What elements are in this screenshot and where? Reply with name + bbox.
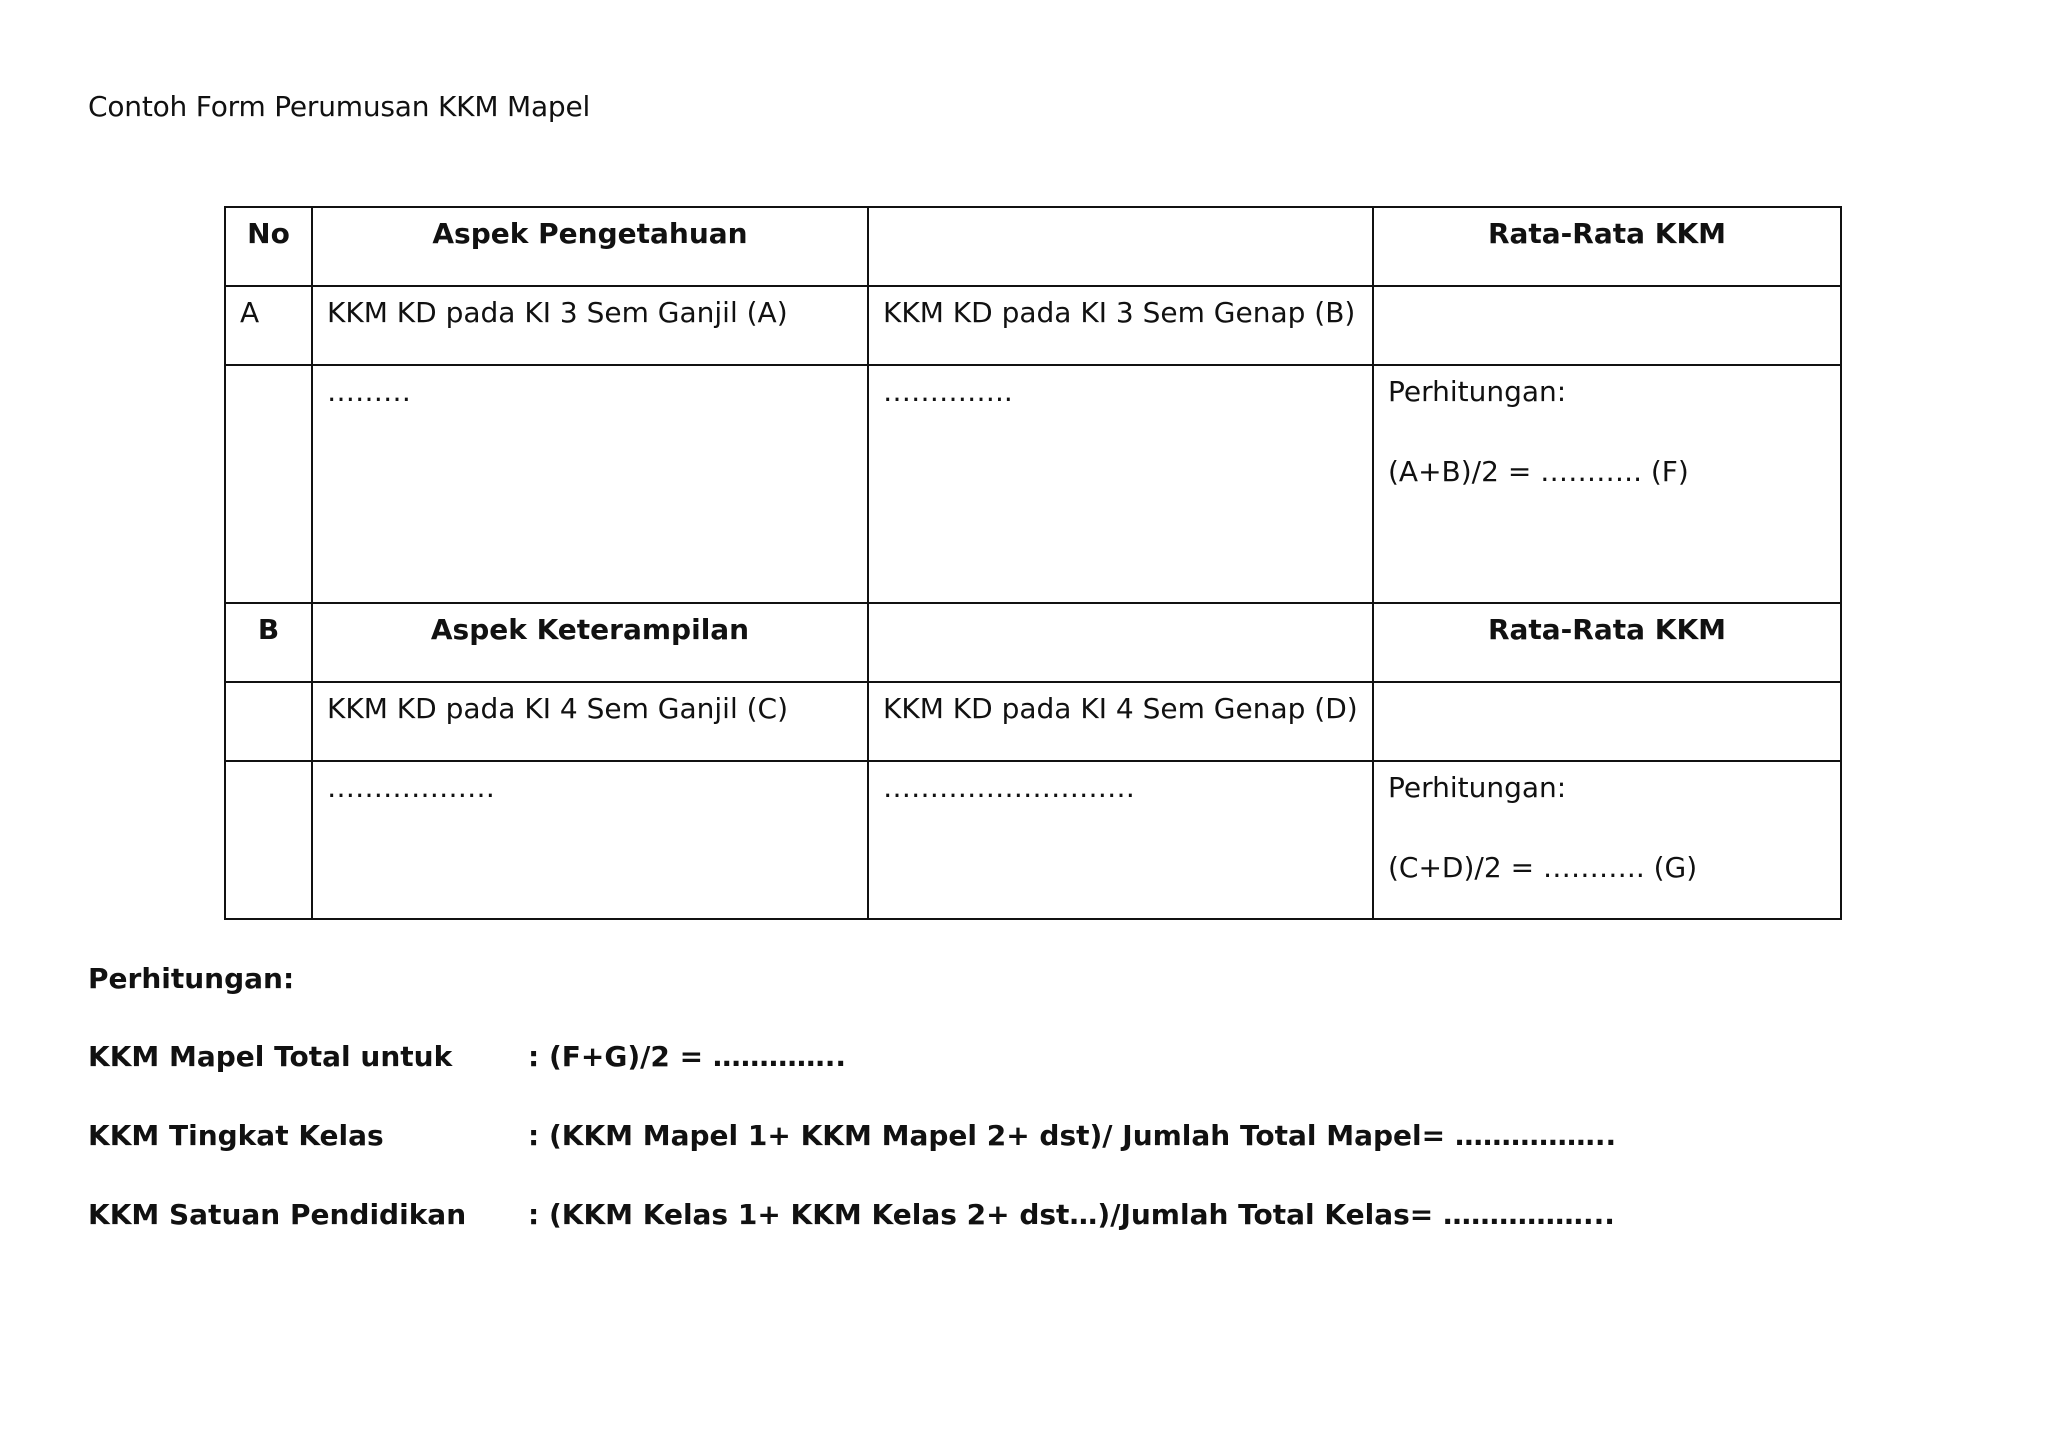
- row-a-calc-label: Perhitungan:: [1388, 375, 1567, 408]
- row-b-ganjil-label: KKM KD pada KI 4 Sem Ganjil (C): [327, 692, 789, 725]
- row-b-calculation: [1374, 762, 1840, 888]
- row-b-calc-formula: (C+D)/2 = ……….. (G): [1388, 851, 1698, 884]
- kkm-satuan-pendidikan-value: : (KKM Kelas 1+ KKM Kelas 2+ dst…)/Jumlah Total Kelas= ……………...: [528, 1198, 1615, 1231]
- kkm-satuan-pendidikan-line: [88, 1198, 1615, 1231]
- table-header-row-keterampilan: [225, 603, 1841, 682]
- calculation-title: Perhitungan:: [88, 962, 295, 995]
- row-a-no: A: [240, 296, 260, 329]
- row-a-calculation: [1374, 366, 1840, 492]
- row-a-genap-value: …………..: [883, 375, 1013, 408]
- row-a-ganjil-label: KKM KD pada KI 3 Sem Ganjil (A): [327, 296, 788, 329]
- header-no: No: [247, 217, 290, 250]
- header-aspek-pengetahuan: Aspek Pengetahuan: [432, 217, 748, 250]
- header-b-blank: [869, 604, 1372, 610]
- table-row-a-values: [225, 365, 1841, 603]
- header-b-rata-rata-kkm: Rata-Rata KKM: [1487, 613, 1727, 646]
- kkm-satuan-pendidikan-label: KKM Satuan Pendidikan: [88, 1198, 467, 1231]
- row-b-genap-label: KKM KD pada KI 4 Sem Genap (D): [883, 692, 1358, 725]
- header-b-no: B: [257, 613, 280, 646]
- kkm-tingkat-kelas-value: : (KKM Mapel 1+ KKM Mapel 2+ dst)/ Jumlah Total Mapel= ……………..: [528, 1119, 1617, 1152]
- row-b-no: [226, 683, 311, 689]
- row-a-avg-blank: [1374, 287, 1840, 293]
- row-a-values-no: [226, 366, 311, 372]
- kkm-tingkat-kelas-line: [88, 1119, 1616, 1152]
- header-rata-rata-kkm: Rata-Rata KKM: [1487, 217, 1727, 250]
- row-a-genap-label: KKM KD pada KI 3 Sem Genap (B): [883, 296, 1356, 329]
- kkm-table: [224, 206, 1842, 920]
- kkm-mapel-total-line: [88, 1040, 846, 1073]
- row-b-avg-blank: [1374, 683, 1840, 689]
- row-a-ganjil-value: ………: [327, 375, 411, 408]
- kkm-mapel-total-label: KKM Mapel Total untuk: [88, 1040, 453, 1073]
- table-row-b-values: [225, 761, 1841, 919]
- table-header-row-pengetahuan: [225, 207, 1841, 286]
- document-title: Contoh Form Perumusan KKM Mapel: [88, 90, 591, 123]
- header-aspek-keterampilan: Aspek Keterampilan: [430, 613, 750, 646]
- row-a-calc-formula: (A+B)/2 = ……….. (F): [1388, 455, 1689, 488]
- kkm-mapel-total-value: : (F+G)/2 = …………..: [528, 1040, 847, 1073]
- table-row-a-labels: [225, 286, 1841, 365]
- kkm-tingkat-kelas-label: KKM Tingkat Kelas: [88, 1119, 384, 1152]
- row-b-genap-value: ………………………: [883, 771, 1135, 804]
- row-b-ganjil-value: ………………: [327, 771, 495, 804]
- row-b-values-no: [226, 762, 311, 768]
- header-blank: [869, 208, 1372, 214]
- row-b-calc-label: Perhitungan:: [1388, 771, 1567, 804]
- table-row-b-labels: [225, 682, 1841, 761]
